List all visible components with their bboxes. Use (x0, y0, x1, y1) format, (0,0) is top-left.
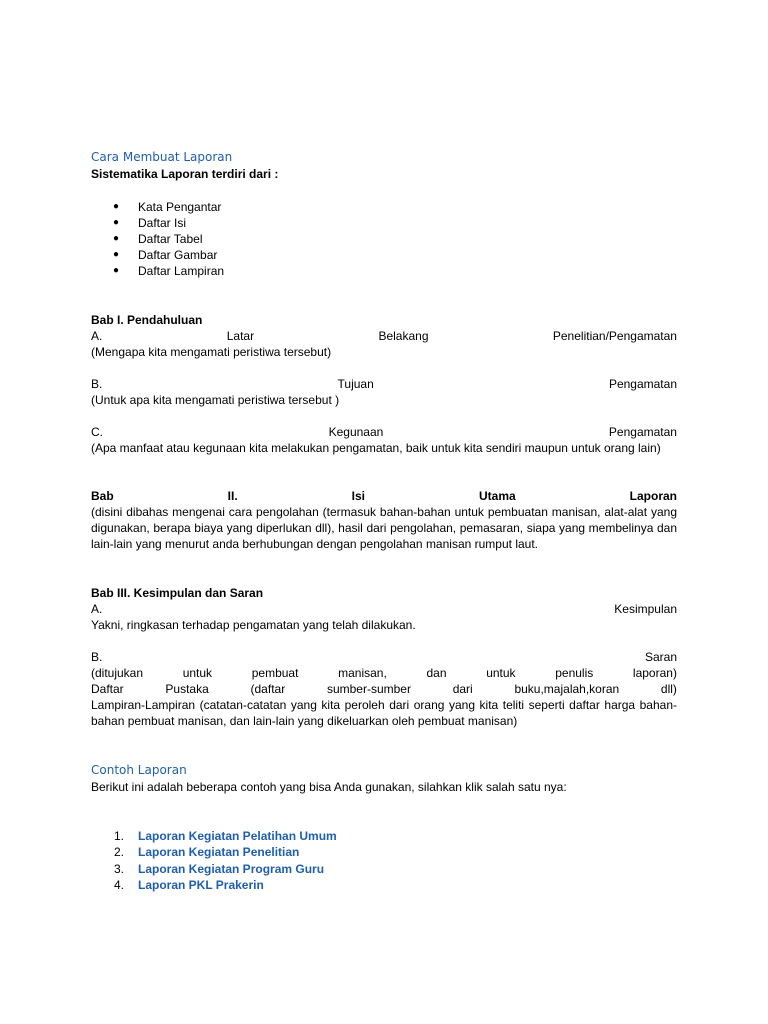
bab1-c-desc: (Apa manfaat atau kegunaan kita melakukan pengamatan, baik untuk kita sendiri maupun untuk orang lain) (91, 441, 661, 455)
list-item: 3. Laporan Kegiatan Program Guru (114, 861, 325, 876)
bullet-icon: ● (113, 217, 120, 228)
bab1-a-heading: A. Latar Belakang Penelitian/Pengamatan (91, 329, 677, 343)
bab2-desc: (disini dibahas mengenai cara pengolahan (termasuk bahan-bahan untuk pembuatan manisan, alat-alat yang digunakan, berapa biaya yang diperlukan dll), hasil dari pengolahan, pemasaran, siapa yang membelinya dan lain-lain yang menurut anda berhubungan dengan pengolahan manisan rumput laut. (91, 505, 677, 551)
section-heading-contoh: Contoh Laporan (91, 763, 187, 777)
example-link-pelatihan-umum[interactable]: Laporan Kegiatan Pelatihan Umum (138, 829, 337, 843)
list-item: ● Daftar Isi (113, 216, 187, 230)
front-matter-list (91, 199, 677, 279)
list-item: 1. Laporan Kegiatan Pelatihan Umum (114, 829, 337, 843)
example-link-pkl-prakerin[interactable]: Laporan PKL Prakerin (138, 877, 264, 892)
bab3-b-desc: Lampiran-Lampiran (catatan-catatan yang kita peroleh dari orang yang kita teliti seperti daftar harga bahan-bahan pembuat manisan, dan lain-lain yang dikeluarkan oleh pembuat manisan) (91, 698, 677, 728)
contoh-intro: Berikut ini adalah beberapa contoh yang bisa Anda gunakan, silahkan klik salah satu nya: (91, 780, 567, 794)
section-heading-cara: Cara Membuat Laporan (91, 150, 233, 164)
list-item: ● Daftar Tabel (113, 232, 203, 246)
bullet-icon: ● (113, 201, 120, 212)
bullet-icon: ● (113, 265, 120, 276)
example-link-penelitian[interactable]: Laporan Kegiatan Penelitian (138, 845, 300, 860)
bab1-c-heading: C. Kegunaan Pengamatan (91, 425, 677, 439)
example-link-program-guru[interactable]: Laporan Kegiatan Program Guru (138, 861, 325, 876)
bab1-title: Bab I. Pendahuluan (91, 313, 203, 327)
bab2-title: Bab II. Isi Utama Laporan (91, 489, 677, 503)
bab3-b-line2: Daftar Pustaka (daftar sumber-sumber dari buku,majalah,koran dll) (91, 682, 677, 696)
bab3-b-heading: B. Saran (91, 650, 677, 664)
list-item: ● Kata Pengantar (113, 200, 222, 214)
list-item: 2. Laporan Kegiatan Penelitian (114, 845, 300, 860)
bab3-title: Bab III. Kesimpulan dan Saran (91, 586, 264, 600)
examples-list (91, 828, 677, 893)
bullet-icon: ● (113, 249, 120, 260)
bab3-b-line1: (ditujukan untuk pembuat manisan, dan untuk penulis laporan) (91, 666, 677, 680)
list-item: 4. Laporan PKL Prakerin (114, 877, 264, 892)
bab3-a-desc: Yakni, ringkasan terhadap pengamatan yang telah dilakukan. (91, 618, 416, 632)
sistematika-intro: Sistematika Laporan terdiri dari : (91, 167, 279, 181)
list-item: ● Daftar Gambar (113, 248, 218, 262)
bullet-icon: ● (113, 233, 120, 244)
document-page (91, 148, 677, 893)
bab1-a-desc: (Mengapa kita mengamati peristiwa tersebut) (91, 345, 332, 359)
bab1-b-heading: B. Tujuan Pengamatan (91, 377, 677, 391)
bab3-a-heading: A. Kesimpulan (91, 602, 677, 616)
list-item: ● Daftar Lampiran (113, 264, 225, 278)
bab1-b-desc: (Untuk apa kita mengamati peristiwa tersebut ) (91, 393, 340, 407)
